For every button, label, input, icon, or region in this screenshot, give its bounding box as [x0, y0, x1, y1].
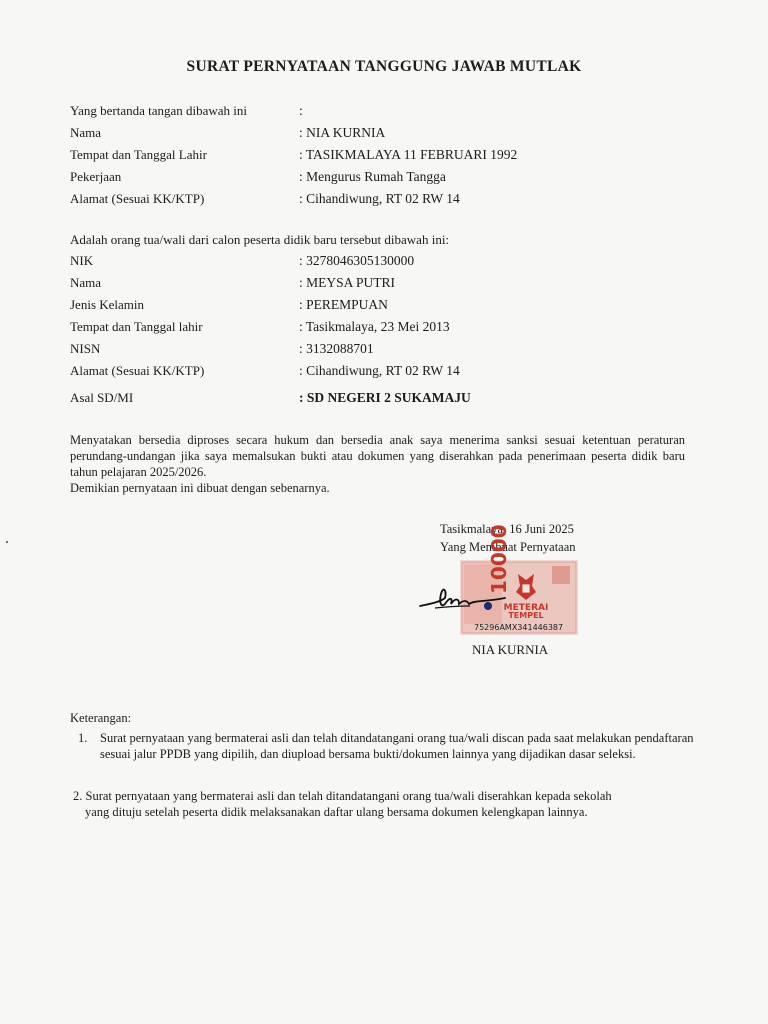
row-label: Tempat dan Tanggal Lahir — [70, 147, 207, 162]
row-value: : 3132088701 — [299, 341, 374, 356]
stamp-serial: 75296AMX341446387 — [474, 623, 564, 632]
statement-section — [70, 432, 685, 496]
stamp-label-1: METERAI — [503, 603, 549, 613]
student-row-school — [70, 387, 710, 409]
row-label: Asal SD/MI — [70, 390, 134, 405]
row-value: : Mengurus Rumah Tangga — [299, 169, 446, 184]
note-text-line1: 2. Surat pernyataan yang bermaterai asli dan telah ditandatangani orang tua/wali diserahkan kepada sekolah — [73, 789, 612, 803]
row-label: NIK — [70, 253, 94, 268]
note-text: Surat pernyataan yang bermaterai asli dan telah ditandatangani orang tua/wali discan pada saat melakukan pendaftaran sesuai jalur PPDB yang dipilih, dan diupload bersama bukti/dokumen lainnya yang dijadikan dasar seleksi. — [100, 731, 694, 761]
notes-section — [70, 710, 695, 819]
row-value: : NIA KURNIA — [299, 125, 386, 140]
student-row-gender — [70, 294, 710, 316]
handwritten-signature — [415, 578, 510, 618]
row-value: : Tasikmalaya, 23 Mei 2013 — [299, 319, 450, 334]
row-value: : 3278046305130000 — [299, 253, 415, 268]
row-value: : MEYSA PUTRI — [299, 275, 396, 290]
statement-text: Menyatakan bersedia diproses secara hukum dan bersedia anak saya menerima sanksi sesuai ketentuan peraturan perundang-undangan jika saya memalsukan bukti atau dokumen yang diserahkan pada penerimaan peserta didik baru tahun pelajaran 2025/2026. — [70, 433, 685, 479]
notes-heading: Keterangan: — [70, 711, 132, 725]
row-label: Alamat (Sesuai KK/KTP) — [70, 191, 205, 206]
signer-role: Yang Membuat Pernyataan — [440, 540, 576, 554]
student-row-address — [70, 360, 710, 382]
closing-text: Demikian pernyataan ini dibuat dengan sebenarnya. — [70, 481, 330, 495]
parent-row-job — [70, 166, 710, 188]
student-row-name — [70, 272, 710, 294]
stamp-value: 10000 — [487, 524, 511, 594]
student-row-birth — [70, 316, 710, 338]
student-intro: Adalah orang tua/wali dari calon peserta didik baru tersebut dibawah ini: — [70, 232, 450, 247]
row-label: NISN — [70, 341, 101, 356]
student-row-nisn — [70, 338, 710, 360]
document-title: SURAT PERNYATAAN TANGGUNG JAWAB MUTLAK — [186, 58, 582, 75]
parent-identity-section — [70, 100, 710, 210]
note-item-2 — [73, 788, 693, 820]
parent-row-intro — [70, 100, 710, 122]
parent-row-birth — [70, 144, 710, 166]
note-number: 1. — [78, 731, 88, 745]
row-label: Yang bertanda tangan dibawah ini — [70, 103, 248, 118]
student-identity-section — [70, 250, 710, 409]
row-value: : SD NEGERI 2 SUKAMAJU — [299, 390, 471, 405]
signer-name: NIA KURNIA — [472, 642, 549, 657]
row-value: : PEREMPUAN — [299, 297, 388, 312]
note-text-line2: yang dituju setelah peserta didik melaksanakan daftar ulang bersama dokumen kelengkapan lainnya. — [85, 805, 588, 819]
stamp-label-2: TEMPEL — [508, 611, 544, 620]
row-value: : TASIKMALAYA 11 FEBRUARI 1992 — [299, 147, 518, 162]
row-value: : Cihandiwung, RT 02 RW 14 — [299, 363, 460, 378]
scan-speck — [6, 541, 8, 543]
student-row-nik — [70, 250, 710, 272]
row-label: Tempat dan Tanggal lahir — [70, 319, 203, 334]
row-label: Alamat (Sesuai KK/KTP) — [70, 363, 205, 378]
row-label: Pekerjaan — [70, 169, 122, 184]
row-label: Nama — [70, 125, 102, 140]
place-date: Tasikmalaya, 16 Juni 2025 — [440, 522, 574, 536]
row-value: : Cihandiwung, RT 02 RW 14 — [299, 191, 460, 206]
parent-row-address — [70, 188, 710, 210]
row-label: Nama — [70, 275, 102, 290]
parent-row-name — [70, 122, 710, 144]
row-value: : — [299, 103, 303, 118]
row-label: Jenis Kelamin — [70, 297, 145, 312]
